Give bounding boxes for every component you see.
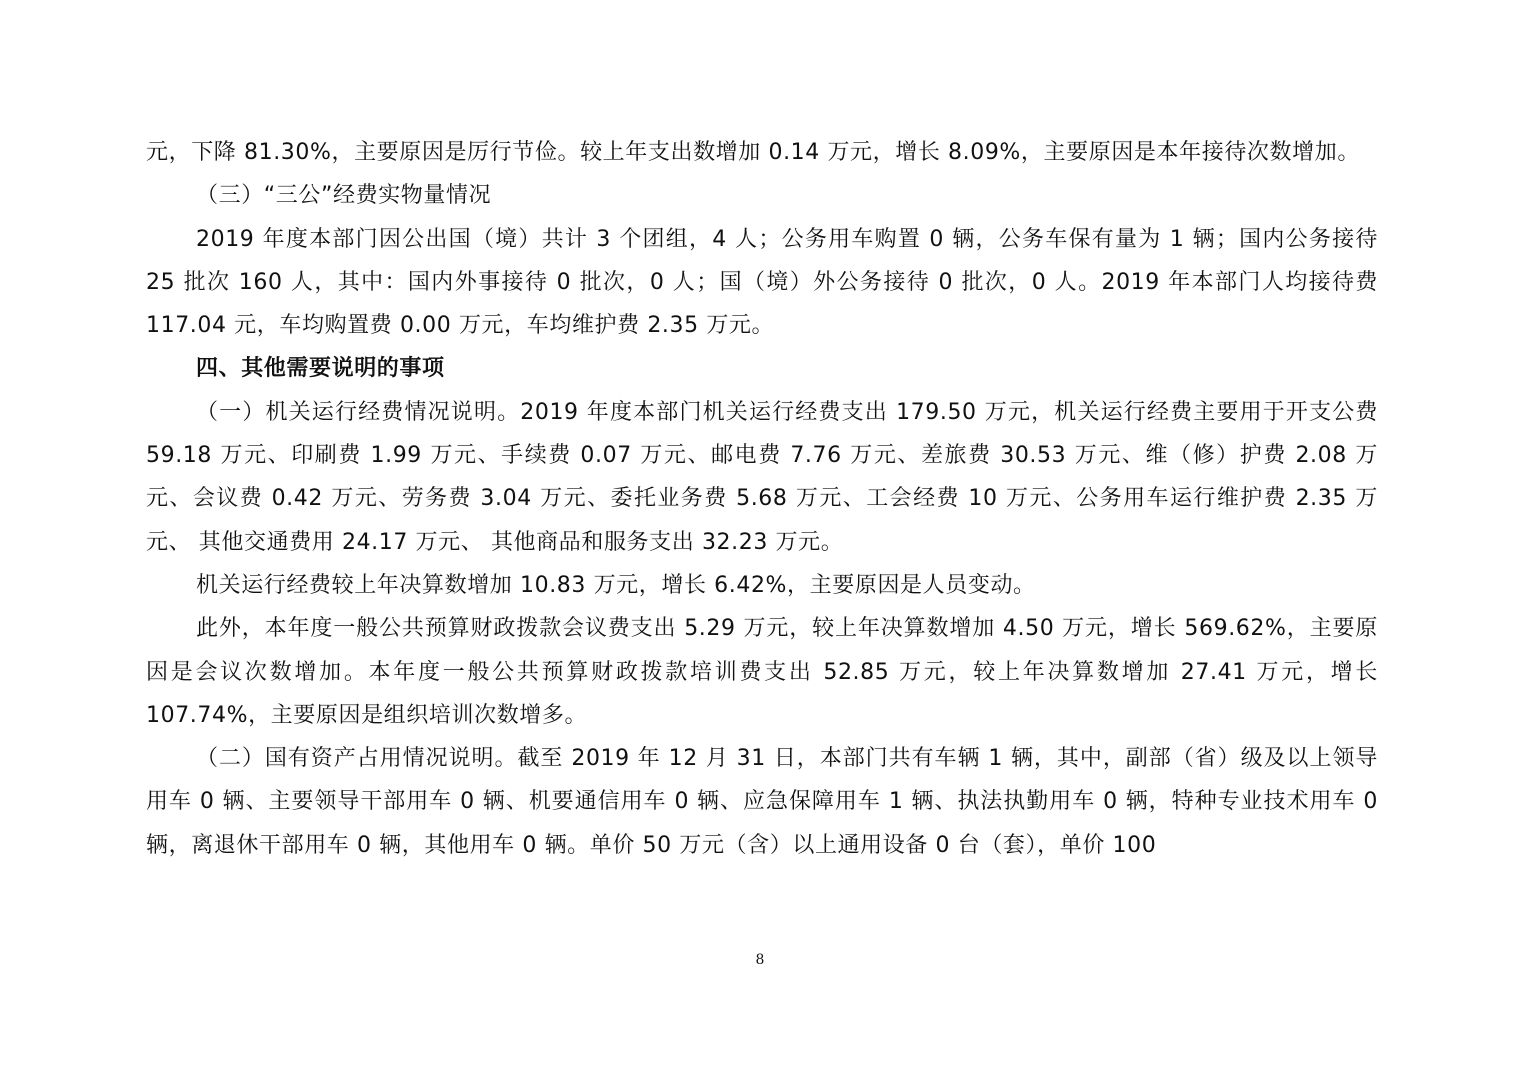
paragraph-state-assets: （二）国有资产占用情况说明。截至 2019 年 12 月 31 日，本部门共有车辆 1 辆，其中，副部（省）级及以上领导用车 0 辆、主要领导干部用车 0 辆、机要通信用车 0 辆、应急保障用车 1 辆、执法执勤用车 0 辆，特种专业技术用车 0 辆，离退休干部用车 0 辆，其他用车 0 辆。单价 50 万元（含）以上通用设备 0 台（套），单价 100 — [146, 746, 1378, 858]
paragraph-operating-expenses: （一）机关运行经费情况说明。2019 年度本部门机关运行经费支出 179.50 万元，机关运行经费主要用于开支公费 59.18 万元、印刷费 1.99 万元、手续费 0.07 万元、邮电费 7.76 万元、差旅费 30.53 万元、维（修）护费 2.08 万元、会议费 0.42 万元、劳务费 3.04 万元、委托业务费 5.68 万元、工会经费 10 万元、公务用车运行维护费 2.35 万元、 其他交通费用 24.17 万元、 其他商品和服务支出 32.23 万元。 — [146, 399, 1378, 555]
page-number: 8 — [755, 952, 765, 968]
document-body — [146, 131, 1378, 867]
paragraph-meeting-training-fees: 此外，本年度一般公共预算财政拨款会议费支出 5.29 万元，较上年决算数增加 4.50 万元，增长 569.62%，主要原因是会议次数增加。本年度一般公共预算财政拨款培训费支出 52.85 万元，较上年决算数增加 27.41 万元，增长 107.74%，主要原因是组织培训次数增多。 — [146, 616, 1378, 728]
paragraph-operating-expenses-change: 机关运行经费较上年决算数增加 10.83 万元，增长 6.42%，主要原因是人员变动。 — [196, 572, 1036, 598]
paragraph-reception-change: 元，下降 81.30%，主要原因是厉行节俭。较上年支出数增加 0.14 万元，增长 8.09%，主要原因是本年接待次数增加。 — [146, 140, 1360, 165]
paragraph-quantity-details: 2019 年度本部门因公出国（境）共计 3 个团组，4 人；公务用车购置 0 辆，公务车保有量为 1 辆；国内公务接待 25 批次 160 人，其中：国内外事接待 0 批次，0 人；国（境）外公务接待 0 批次，0 人。2019 年本部门人均接待费 117.04 元，车均购置费 0.00 万元，车均维护费 2.35 万元。 — [146, 226, 1378, 339]
subheading-three-public-quantity: （三）“三公”经费实物量情况 — [196, 183, 492, 209]
section-heading-other-matters: 四、其他需要说明的事项 — [196, 356, 445, 382]
